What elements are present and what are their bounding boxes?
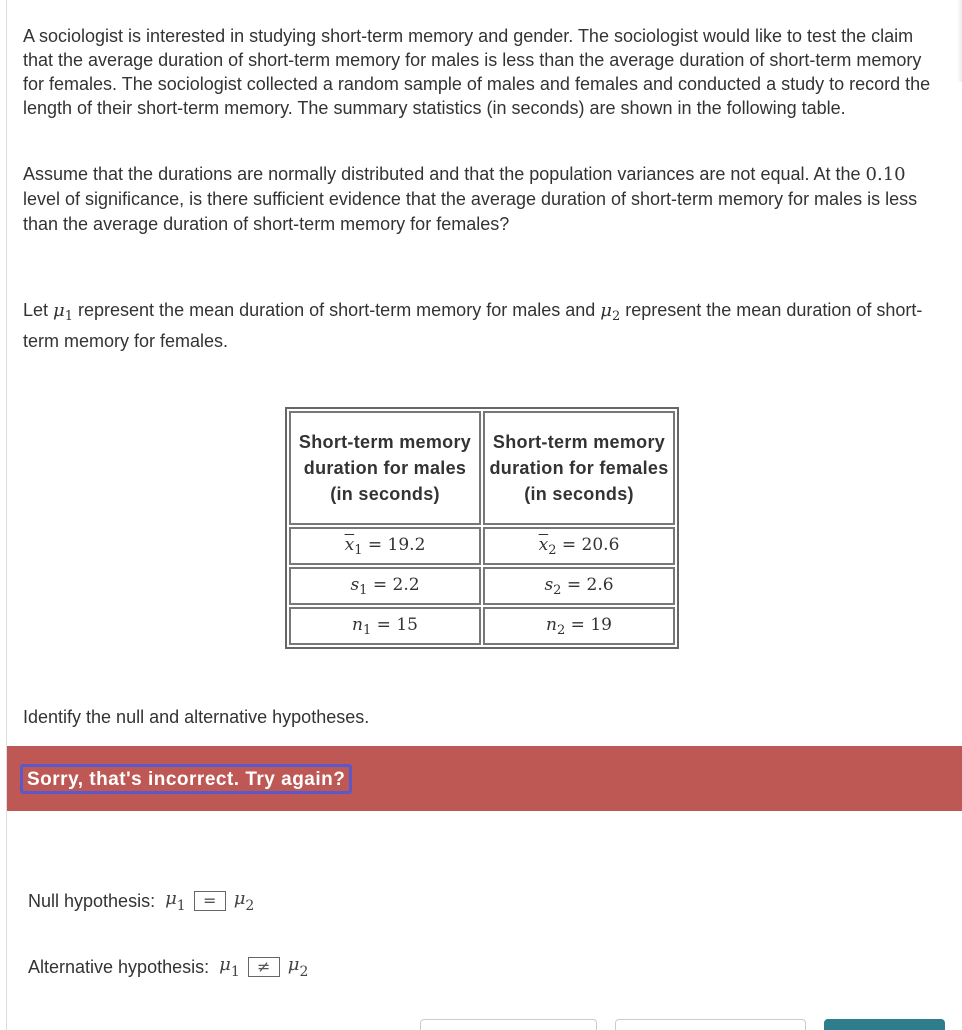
statistic-subscript: 2 bbox=[553, 582, 562, 598]
mu2-symbol: $\mu_2$ bbox=[600, 300, 621, 324]
statistic-subscript: 1 bbox=[354, 542, 363, 558]
bottom-button-1[interactable] bbox=[420, 1019, 597, 1030]
null-hypothesis-symbol-select[interactable]: = bbox=[194, 891, 226, 911]
left-border bbox=[6, 0, 7, 1030]
statistic-subscript: 1 bbox=[362, 622, 372, 638]
paragraph-2-start: Assume that the durations are normally distributed and that the population variances are not equal. At the bbox=[23, 164, 866, 184]
alternative-hypothesis-symbol-select[interactable]: ≠ bbox=[248, 957, 280, 977]
mu1-symbol: $\mu_1$ bbox=[53, 300, 74, 324]
table-cell bbox=[289, 567, 481, 605]
equals-sign: = bbox=[362, 534, 388, 555]
header-females: Short-term memory duration for females (in seconds) bbox=[483, 411, 675, 525]
statistic-variable: $\overline{x}$ bbox=[538, 534, 549, 555]
statistic-value: 19 bbox=[590, 614, 612, 635]
statistic-value: 2.2 bbox=[392, 574, 420, 595]
alt-mu1: $\mu_1$ bbox=[219, 954, 240, 980]
table-cell bbox=[289, 607, 481, 645]
table-cell bbox=[483, 607, 675, 645]
problem-paragraph-2 bbox=[23, 162, 938, 237]
summary-statistics-table bbox=[285, 407, 679, 649]
bottom-button-2[interactable] bbox=[615, 1019, 806, 1030]
table-cell bbox=[483, 567, 675, 605]
bottom-button-primary[interactable] bbox=[824, 1019, 945, 1030]
statistic-variable: s bbox=[350, 574, 360, 595]
statistic-variable: s bbox=[544, 574, 554, 595]
table-cell bbox=[483, 527, 675, 565]
alternative-hypothesis-row bbox=[28, 954, 308, 980]
equals-sign: = bbox=[565, 614, 591, 635]
equals-sign: = bbox=[561, 574, 587, 595]
equals-sign: = bbox=[556, 534, 582, 555]
question-prompt: Identify the null and alternative hypotheses. bbox=[23, 707, 370, 727]
feedback-message[interactable]: Sorry, that's incorrect. Try again? bbox=[20, 764, 352, 794]
significance-level: 0.10 bbox=[865, 164, 906, 185]
problem-paragraph-1: A sociologist is interested in studying short-term memory and gender. The sociologist would like to test the claim that the average duration of short-term memory for males is less than the average duration of short-term memory for females. The sociologist collected a random sample of males and females and conducted a study to record the length of their short-term memory. The summary statistics (in seconds) are shown in the following table. bbox=[23, 26, 931, 118]
statistic-value: 19.2 bbox=[387, 534, 426, 555]
null-mu2: $\mu_2$ bbox=[233, 888, 255, 914]
table-row bbox=[289, 567, 675, 605]
statistic-variable: $\overline{x}$ bbox=[344, 534, 355, 555]
right-panel-edge bbox=[957, 0, 962, 82]
statistic-subscript: 2 bbox=[556, 622, 566, 638]
statistic-variable: n bbox=[352, 614, 363, 635]
statistic-value: 2.6 bbox=[586, 574, 614, 595]
null-hypothesis-label: Null hypothesis: bbox=[28, 890, 156, 911]
statistic-variable: n bbox=[546, 614, 557, 635]
statistic-subscript: 1 bbox=[359, 582, 368, 598]
statistic-value: 20.6 bbox=[581, 534, 620, 555]
alt-mu2: $\mu_2$ bbox=[287, 954, 309, 980]
table-row bbox=[289, 527, 675, 565]
paragraph-2-end: level of significance, is there sufficient evidence that the average duration of short-term memory for males is less than the average duration of short-term memory for females? bbox=[23, 189, 918, 234]
header-males: Short-term memory duration for males (in seconds) bbox=[289, 411, 481, 525]
equals-sign: = bbox=[371, 614, 397, 635]
let-text-1: Let bbox=[23, 300, 54, 320]
equals-sign: = bbox=[367, 574, 393, 595]
alternative-hypothesis-label: Alternative hypothesis: bbox=[28, 956, 210, 977]
statistic-subscript: 2 bbox=[548, 542, 557, 558]
table-row bbox=[289, 607, 675, 645]
table-header-row bbox=[289, 411, 675, 525]
null-mu1: $\mu_1$ bbox=[165, 888, 186, 914]
statistic-value: 15 bbox=[396, 614, 418, 635]
null-hypothesis-row bbox=[28, 888, 254, 914]
variable-definition bbox=[23, 298, 938, 353]
let-text-3: represent the mean duration of short-term memory for females. bbox=[23, 300, 923, 351]
table-cell bbox=[289, 527, 481, 565]
let-text-2: represent the mean duration of short-term memory for males and bbox=[73, 300, 601, 320]
